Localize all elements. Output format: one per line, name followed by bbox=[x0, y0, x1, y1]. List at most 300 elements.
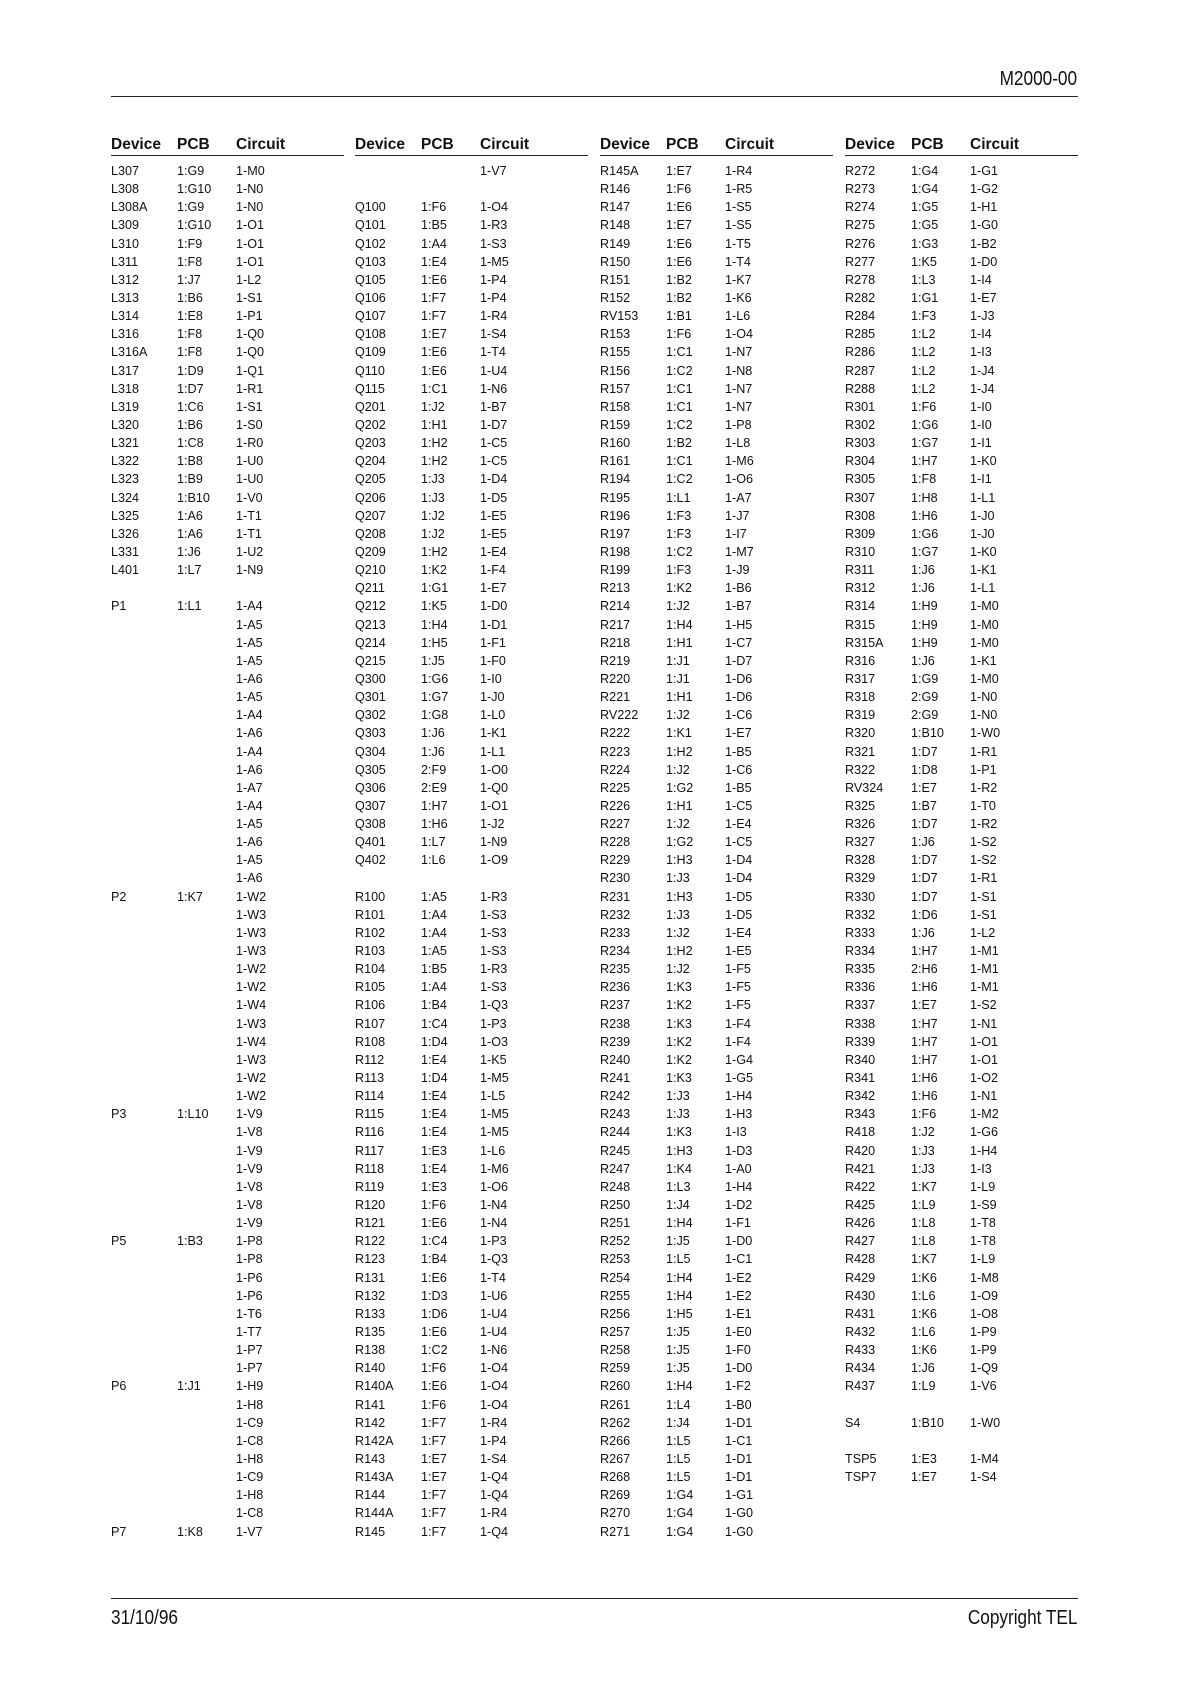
cell-pcb: 1:J6 bbox=[911, 1361, 935, 1376]
cell-device: R307 bbox=[845, 490, 876, 505]
cell-circuit: 1-O6 bbox=[480, 1179, 508, 1194]
cell-circuit: 1-Q4 bbox=[480, 1470, 508, 1485]
cell-circuit: 1-F4 bbox=[725, 1034, 751, 1049]
cell-device: R272 bbox=[845, 164, 876, 178]
cell-circuit: 1-T6 bbox=[236, 1306, 262, 1321]
cell-pcb: 1:D8 bbox=[911, 762, 938, 777]
cell-circuit: 1-W2 bbox=[236, 980, 267, 995]
cell-device: R259 bbox=[600, 1361, 631, 1376]
cell-circuit: 1-V7 bbox=[480, 164, 507, 178]
cell-circuit: 1-H4 bbox=[725, 1089, 753, 1104]
cell-pcb: 1:H1 bbox=[666, 798, 693, 813]
cell-pcb: 1:J3 bbox=[666, 1107, 690, 1122]
cell-circuit: 1-I0 bbox=[970, 417, 992, 432]
cell-device: R158 bbox=[600, 399, 631, 414]
header-circuit: Circuit bbox=[480, 136, 530, 153]
cell-circuit: 1-N1 bbox=[970, 1016, 998, 1031]
cell-pcb: 1:J1 bbox=[666, 671, 690, 686]
cell-circuit: 1-P9 bbox=[970, 1325, 997, 1339]
cell-circuit: 1-J0 bbox=[970, 508, 995, 523]
cell-pcb: 1:K3 bbox=[666, 980, 692, 995]
cell-circuit: 1-A5 bbox=[236, 653, 263, 668]
cell-circuit: 1-D4 bbox=[480, 472, 508, 487]
cell-device: R256 bbox=[600, 1306, 631, 1321]
cell-circuit: 1-P8 bbox=[236, 1234, 263, 1249]
cell-device: R148 bbox=[600, 218, 631, 233]
cell-circuit: 1-O3 bbox=[480, 1034, 508, 1049]
cell-circuit: 1-E5 bbox=[725, 944, 752, 959]
cell-circuit: 1-F5 bbox=[725, 998, 751, 1013]
cell-pcb: 1:G9 bbox=[911, 671, 939, 686]
cell-pcb: 1:K6 bbox=[911, 1270, 937, 1285]
cell-device: Q305 bbox=[355, 762, 386, 777]
cell-circuit: 1-W4 bbox=[236, 1034, 267, 1049]
cell-device: R284 bbox=[845, 309, 876, 324]
cell-circuit: 1-F5 bbox=[725, 980, 751, 995]
cell-circuit: 1-U4 bbox=[480, 1325, 508, 1339]
cell-circuit: 1-W3 bbox=[236, 1016, 267, 1031]
cell-pcb: 1:J6 bbox=[911, 653, 935, 668]
cell-pcb: 1:L5 bbox=[666, 1252, 691, 1267]
cell-pcb: 1:B2 bbox=[666, 436, 692, 451]
cell-pcb: 1:H7 bbox=[911, 1052, 938, 1067]
cell-circuit: 1-G1 bbox=[725, 1488, 753, 1503]
cell-circuit: 1-A4 bbox=[236, 798, 263, 813]
cell-pcb: 2:E9 bbox=[421, 780, 447, 795]
cell-device: R157 bbox=[600, 381, 631, 396]
cell-pcb: 1:E4 bbox=[421, 1052, 447, 1067]
cell-pcb: 1:G8 bbox=[421, 708, 449, 723]
cell-pcb: 1:E6 bbox=[421, 272, 447, 287]
cell-circuit: 1-A6 bbox=[236, 726, 263, 741]
cell-pcb: 1:L5 bbox=[666, 1433, 691, 1448]
cell-circuit: 1-K0 bbox=[970, 454, 997, 469]
cell-circuit: 1-S3 bbox=[480, 236, 507, 251]
cell-circuit: 1-P3 bbox=[480, 1016, 507, 1031]
cell-circuit: 1-D7 bbox=[725, 653, 753, 668]
cell-device: R318 bbox=[845, 690, 876, 705]
cell-device: R142A bbox=[355, 1433, 394, 1448]
cell-device: R161 bbox=[600, 454, 631, 469]
cell-circuit: 1-M2 bbox=[970, 1107, 999, 1122]
cell-device: L326 bbox=[111, 526, 140, 541]
cell-pcb: 1:H9 bbox=[911, 617, 938, 632]
cell-pcb: 1:H6 bbox=[911, 508, 938, 523]
cell-circuit: 1-N8 bbox=[725, 363, 753, 378]
cell-pcb: 2:H6 bbox=[911, 962, 938, 977]
cell-device: R102 bbox=[355, 925, 386, 940]
cell-device: R108 bbox=[355, 1034, 386, 1049]
cell-pcb: 1:B6 bbox=[177, 417, 203, 432]
cell-circuit: 1-P8 bbox=[725, 417, 752, 432]
cell-circuit: 1-M6 bbox=[480, 1161, 509, 1176]
cell-device: Q300 bbox=[355, 671, 386, 686]
cell-device: L308 bbox=[111, 182, 140, 197]
cell-circuit: 1-A4 bbox=[236, 599, 263, 614]
cell-pcb: 1:J6 bbox=[421, 744, 445, 759]
cell-circuit: 1-M4 bbox=[970, 1451, 999, 1466]
footer-copyright: Copyright TEL bbox=[967, 1607, 1077, 1629]
cell-device: Q307 bbox=[355, 798, 386, 813]
cell-pcb: 1:G4 bbox=[911, 182, 939, 197]
cell-device: P3 bbox=[111, 1107, 127, 1122]
cell-device: Q106 bbox=[355, 290, 386, 305]
cell-pcb: 1:E7 bbox=[911, 1470, 937, 1485]
cell-pcb: 1:J3 bbox=[666, 1089, 690, 1104]
cell-circuit: 1-A5 bbox=[236, 635, 263, 650]
cell-circuit: 1-N0 bbox=[970, 690, 998, 705]
cell-circuit: 1-P1 bbox=[236, 309, 263, 324]
cell-circuit: 1-L9 bbox=[970, 1179, 996, 1194]
cell-circuit: 1-A4 bbox=[236, 708, 263, 723]
cell-pcb: 1:H8 bbox=[911, 490, 938, 505]
cell-circuit: 1-D4 bbox=[725, 871, 753, 886]
cell-circuit: 1-Q0 bbox=[236, 345, 264, 360]
cell-pcb: 1:D4 bbox=[421, 1071, 448, 1086]
cell-pcb: 1:H1 bbox=[421, 417, 448, 432]
cell-device: R429 bbox=[845, 1270, 876, 1285]
cell-device: R143A bbox=[355, 1470, 394, 1485]
cell-device: R333 bbox=[845, 925, 876, 940]
cell-circuit: 1-H5 bbox=[725, 617, 753, 632]
cell-device: R115 bbox=[355, 1107, 385, 1122]
cell-pcb: 1:C2 bbox=[421, 1343, 448, 1358]
cell-pcb: 1:F8 bbox=[177, 254, 203, 269]
cell-circuit: 1-D1 bbox=[725, 1470, 753, 1485]
cell-pcb: 1:H4 bbox=[666, 1216, 693, 1231]
cell-device: R224 bbox=[600, 762, 631, 777]
cell-circuit: 1-G1 bbox=[970, 164, 998, 178]
cell-device: R105 bbox=[355, 980, 386, 995]
cell-circuit: 1-E2 bbox=[725, 1288, 752, 1303]
cell-circuit: 1-J0 bbox=[970, 526, 995, 541]
cell-circuit: 1-M0 bbox=[236, 164, 265, 178]
cell-circuit: 1-W0 bbox=[970, 726, 1001, 741]
cell-circuit: 1-V8 bbox=[236, 1125, 263, 1140]
cell-circuit: 1-T0 bbox=[970, 798, 996, 813]
cell-pcb: 1:E6 bbox=[666, 254, 692, 269]
cell-device: R150 bbox=[600, 254, 631, 269]
cell-pcb: 1:A5 bbox=[421, 889, 447, 904]
cell-pcb: 1:E7 bbox=[421, 1470, 447, 1485]
cell-pcb: 1:G4 bbox=[666, 1488, 694, 1503]
cell-circuit: 1-O4 bbox=[725, 327, 753, 342]
cell-device: R326 bbox=[845, 817, 876, 832]
cell-device: R101 bbox=[355, 907, 386, 922]
cell-pcb: 1:K7 bbox=[911, 1252, 937, 1267]
cell-circuit: 1-D1 bbox=[725, 1415, 753, 1430]
cell-circuit: 1-O4 bbox=[480, 200, 508, 215]
cell-device: L324 bbox=[111, 490, 140, 505]
cell-circuit: 1-Q9 bbox=[970, 1361, 998, 1376]
cell-circuit: 1-D3 bbox=[725, 1143, 753, 1158]
cell-pcb: 1:L7 bbox=[177, 563, 202, 578]
cell-circuit: 1-S1 bbox=[236, 399, 263, 414]
header-pcb: PCB bbox=[666, 136, 699, 153]
cell-circuit: 1-G0 bbox=[725, 1506, 753, 1521]
cell-device: L319 bbox=[111, 399, 140, 414]
cell-device: R199 bbox=[600, 563, 631, 578]
cell-circuit: 1-M0 bbox=[970, 617, 999, 632]
cell-device: L316A bbox=[111, 345, 148, 360]
cell-device: L309 bbox=[111, 218, 140, 233]
header-underline bbox=[355, 155, 588, 156]
cell-pcb: 1:L9 bbox=[911, 1198, 936, 1213]
cell-circuit: 1-V7 bbox=[236, 1524, 263, 1539]
cell-device: R145 bbox=[355, 1524, 386, 1539]
cell-pcb: 1:H6 bbox=[911, 980, 938, 995]
cell-pcb: 1:G2 bbox=[666, 835, 694, 850]
cell-pcb: 1:H7 bbox=[911, 454, 938, 469]
cell-device: P2 bbox=[111, 889, 127, 904]
cell-circuit: 1-W3 bbox=[236, 907, 267, 922]
cell-device: R254 bbox=[600, 1270, 631, 1285]
cell-device: R421 bbox=[845, 1161, 876, 1176]
cell-pcb: 1:D7 bbox=[177, 381, 204, 396]
cell-device: Q110 bbox=[355, 363, 385, 378]
cell-circuit: 1-O4 bbox=[480, 1379, 508, 1394]
footer-date: 31/10/96 bbox=[111, 1607, 178, 1629]
cell-pcb: 1:C2 bbox=[666, 417, 693, 432]
cell-device: R160 bbox=[600, 436, 631, 451]
cell-device: R427 bbox=[845, 1234, 876, 1249]
cell-circuit: 1-E5 bbox=[480, 508, 507, 523]
cell-device: R437 bbox=[845, 1379, 876, 1394]
cell-circuit: 1-A6 bbox=[236, 835, 263, 850]
cell-device: R142 bbox=[355, 1415, 386, 1430]
cell-device: Q304 bbox=[355, 744, 386, 759]
cell-circuit: 1-W2 bbox=[236, 889, 267, 904]
cell-pcb: 1:C2 bbox=[666, 363, 693, 378]
cell-circuit: 1-D0 bbox=[970, 254, 998, 269]
cell-device: Q302 bbox=[355, 708, 386, 723]
cell-pcb: 1:B10 bbox=[911, 1415, 944, 1430]
cell-circuit: 1-R3 bbox=[480, 889, 508, 904]
cell-device: Q303 bbox=[355, 726, 386, 741]
cell-device: L311 bbox=[111, 254, 139, 269]
cell-pcb: 1:H9 bbox=[911, 599, 938, 614]
cell-pcb: 1:J2 bbox=[666, 925, 690, 940]
cell-circuit: 1-L2 bbox=[970, 925, 996, 940]
cell-pcb: 1:L6 bbox=[911, 1325, 936, 1339]
cell-device: R106 bbox=[355, 998, 386, 1013]
cell-pcb: 1:J5 bbox=[666, 1361, 690, 1376]
cell-pcb: 1:H5 bbox=[666, 1306, 693, 1321]
cell-circuit: 1-O1 bbox=[480, 798, 508, 813]
cell-pcb: 1:G7 bbox=[911, 544, 939, 559]
cell-pcb: 1:A6 bbox=[177, 508, 203, 523]
cell-pcb: 1:J4 bbox=[666, 1198, 690, 1213]
cell-device: R335 bbox=[845, 962, 876, 977]
cell-pcb: 1:C1 bbox=[421, 381, 448, 396]
cell-circuit: 1-R4 bbox=[480, 1415, 508, 1430]
header-underline bbox=[600, 155, 833, 156]
cell-circuit: 1-N0 bbox=[236, 182, 264, 197]
cell-device: R314 bbox=[845, 599, 876, 614]
cell-pcb: 1:K2 bbox=[421, 563, 447, 578]
cell-pcb: 1:H5 bbox=[421, 635, 448, 650]
cell-device: R151 bbox=[600, 272, 631, 287]
cell-pcb: 1:L4 bbox=[666, 1397, 691, 1412]
cell-circuit: 1-T8 bbox=[970, 1216, 996, 1231]
cell-pcb: 1:H4 bbox=[666, 1288, 693, 1303]
cell-pcb: 1:K3 bbox=[666, 1071, 692, 1086]
cell-circuit: 1-V6 bbox=[970, 1379, 997, 1394]
cell-pcb: 1:F6 bbox=[421, 1198, 447, 1213]
cell-device: R238 bbox=[600, 1016, 631, 1031]
cell-device: R194 bbox=[600, 472, 631, 487]
cell-pcb: 1:C2 bbox=[666, 472, 693, 487]
cell-pcb: 1:J6 bbox=[911, 835, 935, 850]
cell-pcb: 1:G10 bbox=[177, 218, 212, 233]
cell-circuit: 1-E0 bbox=[725, 1325, 752, 1339]
cell-device: R278 bbox=[845, 272, 876, 287]
cell-circuit: 1-I3 bbox=[970, 1161, 992, 1176]
cell-circuit: 1-D0 bbox=[480, 599, 508, 614]
cell-pcb: 1:D4 bbox=[421, 1034, 448, 1049]
cell-device: R156 bbox=[600, 363, 631, 378]
cell-pcb: 1:B3 bbox=[177, 1234, 203, 1249]
cell-pcb: 1:C4 bbox=[421, 1234, 448, 1249]
cell-pcb: 1:K2 bbox=[666, 581, 692, 596]
cell-device: L317 bbox=[111, 363, 140, 378]
cell-circuit: 1-M5 bbox=[480, 254, 509, 269]
cell-circuit: 1-O1 bbox=[970, 1034, 998, 1049]
cell-circuit: 1-M0 bbox=[970, 599, 999, 614]
cell-pcb: 1:F9 bbox=[177, 236, 203, 251]
cell-pcb: 1:G9 bbox=[177, 200, 205, 215]
cell-circuit: 1-S4 bbox=[480, 1451, 507, 1466]
cell-pcb: 1:D7 bbox=[911, 871, 938, 886]
cell-pcb: 1:H6 bbox=[421, 817, 448, 832]
cell-pcb: 1:J2 bbox=[666, 817, 690, 832]
cell-device: R340 bbox=[845, 1052, 876, 1067]
cell-circuit: 1-F1 bbox=[480, 635, 506, 650]
cell-circuit: 1-O4 bbox=[480, 1397, 508, 1412]
cell-device: R312 bbox=[845, 581, 876, 596]
cell-pcb: 1:G6 bbox=[911, 526, 939, 541]
cell-circuit: 1-M0 bbox=[970, 671, 999, 686]
cell-pcb: 1:A4 bbox=[421, 925, 447, 940]
cell-pcb: 1:H2 bbox=[421, 544, 448, 559]
cell-device: R276 bbox=[845, 236, 876, 251]
cell-circuit: 1-O1 bbox=[236, 218, 264, 233]
cell-pcb: 1:F7 bbox=[421, 1415, 447, 1430]
cell-device: R426 bbox=[845, 1216, 876, 1231]
cell-circuit: 1-D6 bbox=[725, 671, 753, 686]
cell-device: R237 bbox=[600, 998, 631, 1013]
cell-device: R135 bbox=[355, 1325, 386, 1339]
cell-pcb: 1:F6 bbox=[666, 327, 692, 342]
cell-pcb: 1:J7 bbox=[177, 272, 201, 287]
cell-device: R131 bbox=[355, 1270, 386, 1285]
cell-device: R104 bbox=[355, 962, 386, 977]
cell-device: R220 bbox=[600, 671, 631, 686]
cell-circuit: 1-F4 bbox=[480, 563, 506, 578]
cell-device: Q301 bbox=[355, 690, 386, 705]
cell-pcb: 1:F8 bbox=[911, 472, 937, 487]
cell-circuit: 1-I1 bbox=[970, 436, 992, 451]
cell-device: R113 bbox=[355, 1071, 385, 1086]
cell-pcb: 1:L2 bbox=[911, 363, 936, 378]
cell-pcb: 1:F7 bbox=[421, 1433, 447, 1448]
cell-pcb: 1:L8 bbox=[911, 1234, 936, 1249]
cell-pcb: 1:E7 bbox=[421, 327, 447, 342]
cell-pcb: 1:J2 bbox=[666, 599, 690, 614]
cell-circuit: 1-O6 bbox=[725, 472, 753, 487]
cell-device: R317 bbox=[845, 671, 876, 686]
cell-device: R144 bbox=[355, 1488, 386, 1503]
cell-pcb: 1:E4 bbox=[421, 254, 447, 269]
cell-device: R245 bbox=[600, 1143, 631, 1158]
cell-circuit: 1-H1 bbox=[970, 200, 998, 215]
cell-device: Q212 bbox=[355, 599, 386, 614]
cell-device: Q308 bbox=[355, 817, 386, 832]
cell-pcb: 1:E4 bbox=[421, 1125, 447, 1140]
cell-circuit: 1-R3 bbox=[480, 218, 508, 233]
cell-circuit: 1-K0 bbox=[970, 544, 997, 559]
cell-circuit: 1-M8 bbox=[970, 1270, 999, 1285]
cell-circuit: 1-C8 bbox=[236, 1506, 264, 1521]
cell-pcb: 1:K2 bbox=[666, 998, 692, 1013]
cell-pcb: 1:D3 bbox=[421, 1288, 448, 1303]
cell-pcb: 2:F9 bbox=[421, 762, 447, 777]
cell-pcb: 1:F7 bbox=[421, 1524, 447, 1539]
cell-pcb: 1:F6 bbox=[666, 182, 692, 197]
cell-device: R221 bbox=[600, 690, 631, 705]
cell-device: R218 bbox=[600, 635, 631, 650]
cell-device: R228 bbox=[600, 835, 631, 850]
cell-device: L331 bbox=[111, 544, 140, 559]
cell-pcb: 1:C1 bbox=[666, 399, 693, 414]
header-circuit: Circuit bbox=[236, 136, 286, 153]
cell-device: R222 bbox=[600, 726, 631, 741]
cell-device: R223 bbox=[600, 744, 631, 759]
cell-circuit: 1-E2 bbox=[725, 1270, 752, 1285]
cell-circuit: 1-C5 bbox=[725, 835, 753, 850]
cell-pcb: 1:D7 bbox=[911, 817, 938, 832]
cell-pcb: 1:H7 bbox=[911, 1016, 938, 1031]
cell-device: RV222 bbox=[600, 708, 639, 723]
cell-circuit: 1-E7 bbox=[725, 726, 752, 741]
cell-circuit: 1-T4 bbox=[480, 345, 506, 360]
cell-device: R330 bbox=[845, 889, 876, 904]
cell-device: R138 bbox=[355, 1343, 386, 1358]
cell-pcb: 1:K3 bbox=[666, 1016, 692, 1031]
cell-pcb: 1:F6 bbox=[911, 399, 937, 414]
cell-circuit: 1-S2 bbox=[970, 835, 997, 850]
cell-pcb: 1:L7 bbox=[421, 835, 446, 850]
cell-pcb: 1:J2 bbox=[421, 399, 445, 414]
cell-circuit: 1-D4 bbox=[725, 853, 753, 868]
cell-device: L313 bbox=[111, 290, 140, 305]
cell-device: R302 bbox=[845, 417, 876, 432]
header-underline bbox=[845, 155, 1078, 156]
cell-circuit: 1-E4 bbox=[725, 817, 752, 832]
cell-device: R328 bbox=[845, 853, 876, 868]
cell-device: R262 bbox=[600, 1415, 631, 1430]
cell-device: Q209 bbox=[355, 544, 386, 559]
cell-circuit: 1-N1 bbox=[970, 1089, 998, 1104]
cell-device: P1 bbox=[111, 599, 127, 614]
cell-device: R147 bbox=[600, 200, 631, 215]
cell-pcb: 1:E3 bbox=[911, 1451, 937, 1466]
cell-pcb: 1:E7 bbox=[911, 998, 937, 1013]
cell-pcb: 1:H2 bbox=[666, 744, 693, 759]
cell-device: R288 bbox=[845, 381, 876, 396]
cell-circuit: 1-Q0 bbox=[480, 780, 508, 795]
cell-pcb: 1:L10 bbox=[177, 1107, 209, 1122]
